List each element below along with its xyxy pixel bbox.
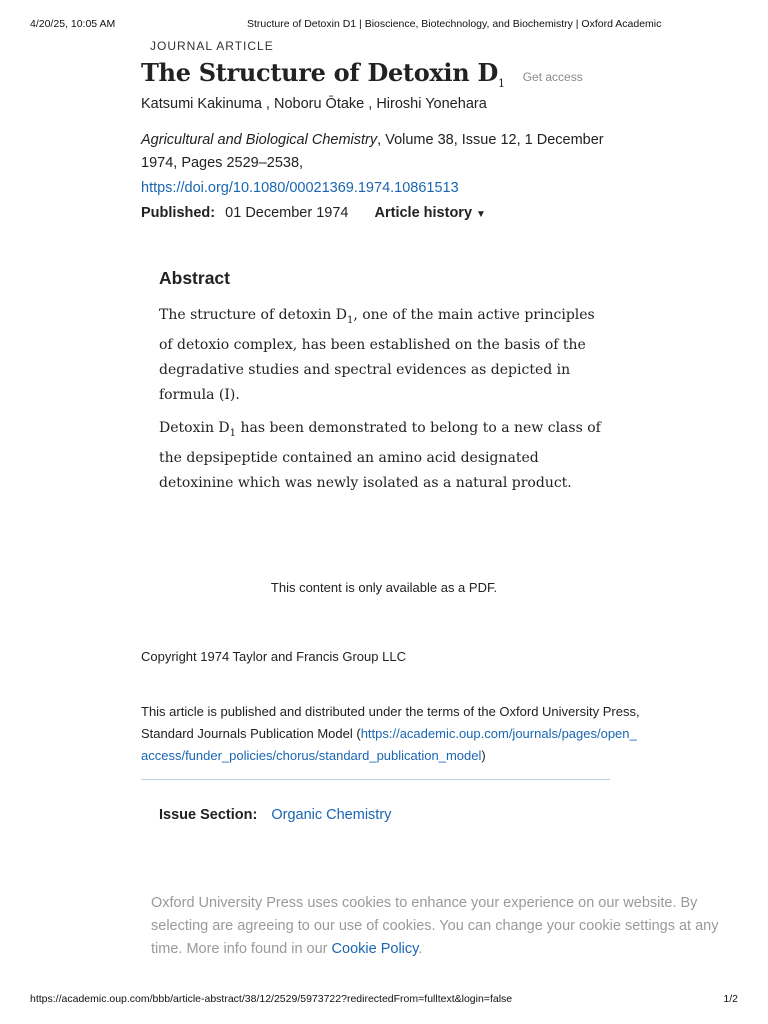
copyright-notice: Copyright 1974 Taylor and Francis Group LLC	[141, 649, 406, 664]
print-footer-url: https://academic.oup.com/bbb/article-abstract/38/12/2529/5973722?redirectedFrom=fulltext&login=false	[30, 993, 513, 1005]
published-label: Published:	[141, 205, 216, 221]
journal-name: Agricultural and Biological Chemistry	[141, 132, 378, 148]
section-divider	[141, 779, 610, 780]
article-title-text: The Structure of Detoxin D	[141, 58, 498, 87]
abstract-paragraph	[159, 303, 609, 408]
license-text-end: )	[481, 748, 486, 763]
pdf-only-note: This content is only available as a PDF.	[270, 580, 498, 595]
cookie-banner-end: .	[418, 941, 423, 957]
issue-section	[159, 807, 391, 823]
license-link[interactable]: https://academic.oup.com/journals/pages/open_access/funder_policies/chorus/standard_publication_model	[141, 726, 637, 763]
article-history-label: Article history	[374, 205, 473, 221]
print-page-title: Structure of Detoxin D1 | Bioscience, Biotechnology, and Biochemistry | Oxford Academic	[247, 18, 662, 30]
abstract-p2-end: has been demonstrated to belong to a new class of the depsipeptide contained an amino acid designated detoxinine which was newly isolated as a natural product.	[159, 419, 601, 491]
citation-details: , Volume 38, Issue 12, 1 December 1974, Pages 2529–2538,	[141, 132, 604, 171]
article-title-subscript: 1	[497, 76, 505, 90]
title-row	[141, 58, 583, 90]
publication-row	[141, 205, 486, 221]
caret-down-icon: ▼	[476, 209, 486, 220]
cookie-banner-text: Oxford University Press uses cookies to enhance your experience on our website. By selecting are agreeing to our use of cookies. You can change your cookie settings at any time. More info found in our	[151, 895, 719, 957]
license-notice	[141, 701, 641, 767]
issue-section-label: Issue Section:	[159, 807, 258, 823]
article-title	[141, 58, 505, 90]
cookie-banner	[151, 892, 751, 961]
abstract-p2-start: Detoxin D	[159, 419, 230, 436]
license-text: This article is published and distributed under the terms of the Oxford University Press, Standard Journals Publication Model (	[141, 704, 640, 741]
published-date: 01 December 1974	[225, 205, 349, 221]
abstract-body	[159, 303, 609, 504]
cookie-policy-link[interactable]: Cookie Policy	[331, 941, 419, 957]
citation	[141, 129, 621, 175]
article-history-toggle[interactable]	[375, 205, 486, 221]
doi-link[interactable]: https://doi.org/10.1080/00021369.1974.10861513	[141, 180, 459, 196]
print-page-number: 1/2	[723, 993, 738, 1005]
article-type-label: JOURNAL ARTICLE	[150, 39, 274, 53]
abstract-paragraph	[159, 416, 609, 496]
abstract-p1-subscript: 1	[346, 314, 354, 326]
abstract-p2-subscript: 1	[229, 427, 237, 439]
author-list: Katsumi Kakinuma , Noboru Ōtake , Hiroshi Yonehara	[141, 96, 487, 112]
abstract-p1-end: , one of the main active principles of detoxio complex, has been established on the basis of the degradative studies and spectral evidences as depicted in formula (I).	[159, 307, 595, 403]
abstract-p1-start: The structure of detoxin D	[159, 307, 347, 323]
get-access-link[interactable]: Get access	[522, 70, 583, 84]
abstract-heading: Abstract	[159, 268, 230, 288]
issue-section-link[interactable]: Organic Chemistry	[271, 807, 392, 823]
print-datetime: 4/20/25, 10:05 AM	[30, 18, 116, 30]
